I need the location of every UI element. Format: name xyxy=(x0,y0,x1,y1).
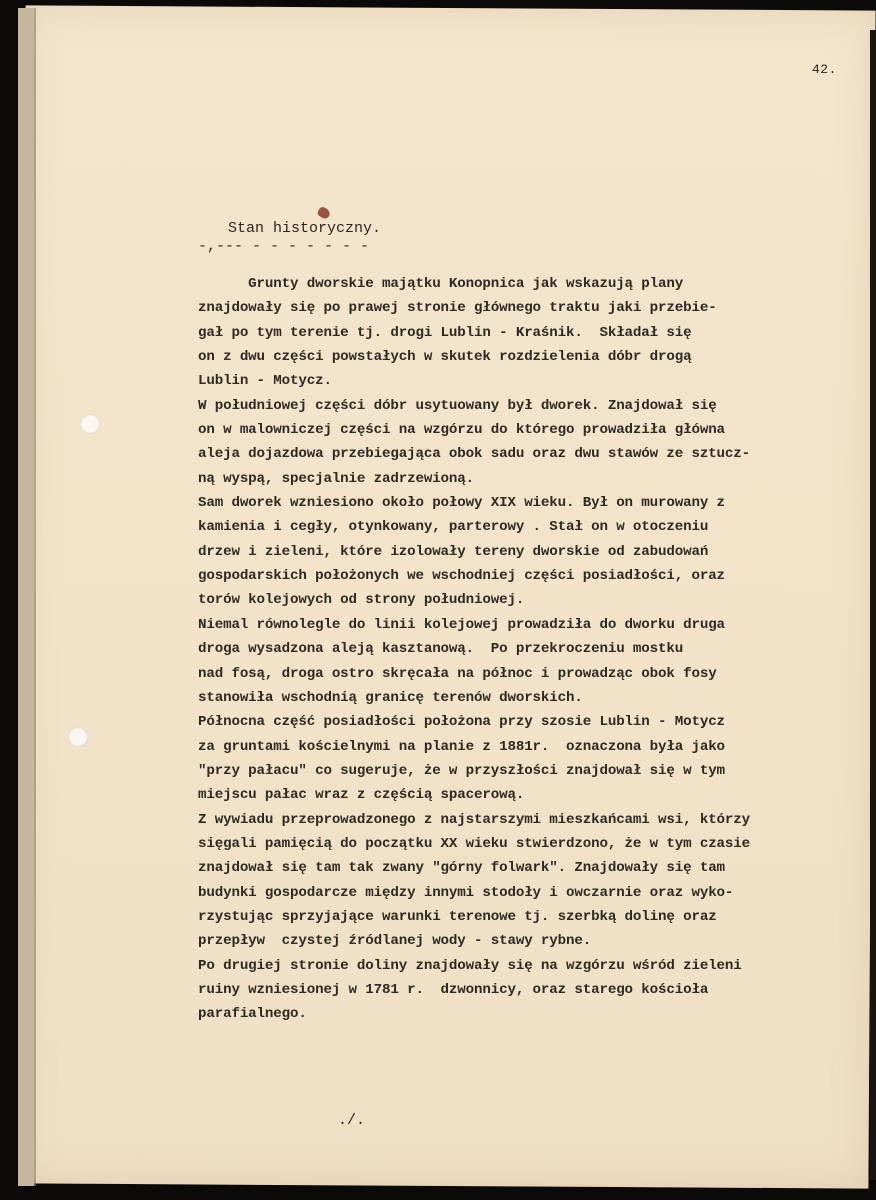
text-line: miejscu pałac wraz z częścią spacerową. xyxy=(198,787,525,804)
text-line: rzystując sprzyjające warunki terenowe tj. szerbką dolinę oraz xyxy=(198,908,717,925)
punch-hole-lower xyxy=(68,727,88,747)
text-line: gospodarskich położonych we wschodniej części posiadłości, oraz xyxy=(198,568,725,585)
text-line: droga wysadzona aleją kasztanową. Po przekroczeniu mostku xyxy=(198,641,684,658)
continuation-mark: ./. xyxy=(338,1112,366,1129)
text-line: gał po tym terenie tj. drogi Lublin - Kraśnik. Składał się xyxy=(198,324,692,341)
text-line: za gruntami kościelnymi na planie z 1881r. oznaczona była jako xyxy=(198,738,725,755)
text-line: nad fosą, droga ostro skręcała na północ i prowadząc obok fosy xyxy=(198,665,717,682)
text-line: Niemal równolegle do linii kolejowej prowadziła do dworku druga xyxy=(198,616,725,633)
text-line: sięgali pamięcią do początku XX wieku stwierdzono, że w tym czasie xyxy=(198,835,751,852)
text-line: aleja dojazdowa przebiegająca obok sadu oraz dwu stawów ze sztucz- xyxy=(198,446,751,463)
text-line: Po drugiej stronie doliny znajdowały się na wzgórzu wśród zieleni xyxy=(198,957,742,974)
heading-underline: -,--- - - - - - - - xyxy=(198,238,370,255)
text-line: kamienia i cegły, otynkowany, parterowy . Stał on w otoczeniu xyxy=(198,519,709,536)
text-line: on z dwu części powstałych w skutek rozdzielenia dóbr drogą xyxy=(198,349,692,366)
text-line: Lublin - Motycz. xyxy=(198,373,332,390)
text-line: ruiny wzniesionej w 1781 r. dzwonnicy, oraz starego kościoła xyxy=(198,981,709,998)
text-line: on w malowniczej części na wzgórzu do którego prowadziła główna xyxy=(198,422,725,439)
paper-edge xyxy=(34,8,36,1186)
text-line: Sam dworek wzniesiono około połowy XIX wieku. Był on murowany z xyxy=(198,495,725,512)
text-line: stanowiła wschodnią granicę terenów dworskich. xyxy=(198,689,583,706)
section-heading: Stan historyczny. xyxy=(228,220,382,237)
page-number: 42. xyxy=(812,62,837,77)
text-line: budynki gospodarcze między innymi stodoły i owczarnie oraz wyko- xyxy=(198,884,734,901)
text-line: znajdowały się po prawej stronie głównego traktu jaki przebie- xyxy=(198,300,717,317)
text-line: "przy pałacu" co sugeruje, że w przyszłości znajdował się w tym xyxy=(198,762,725,779)
text-line: przepływ czystej źródlanej wody - stawy rybne. xyxy=(198,933,592,950)
punch-hole-upper xyxy=(80,414,100,434)
text-line: Z wywiadu przeprowadzonego z najstarszymi mieszkańcami wsi, którzy xyxy=(198,811,751,828)
scan-border xyxy=(870,30,876,1180)
text-line: parafialnego. xyxy=(198,1006,307,1023)
text-line: torów kolejowych od strony południowej. xyxy=(198,592,525,609)
text-line: W południowej części dóbr usytuowany był dworek. Znajdował się xyxy=(198,397,717,414)
binding-strip xyxy=(18,8,34,1186)
text-line: znajdował się tam tak zwany "górny folwark". Znajdowały się tam xyxy=(198,860,725,877)
text-line: drzew i zieleni, które izolowały tereny dworskie od zabudowań xyxy=(198,543,709,560)
typed-body-text xyxy=(198,272,848,1027)
text-line: Północna część posiadłości położona przy szosie Lublin - Motycz xyxy=(198,714,725,731)
text-line: ną wyspą, specjalnie zadrzewioną. xyxy=(198,470,475,487)
text-line: Grunty dworskie majątku Konopnica jak wskazują plany xyxy=(198,276,684,292)
